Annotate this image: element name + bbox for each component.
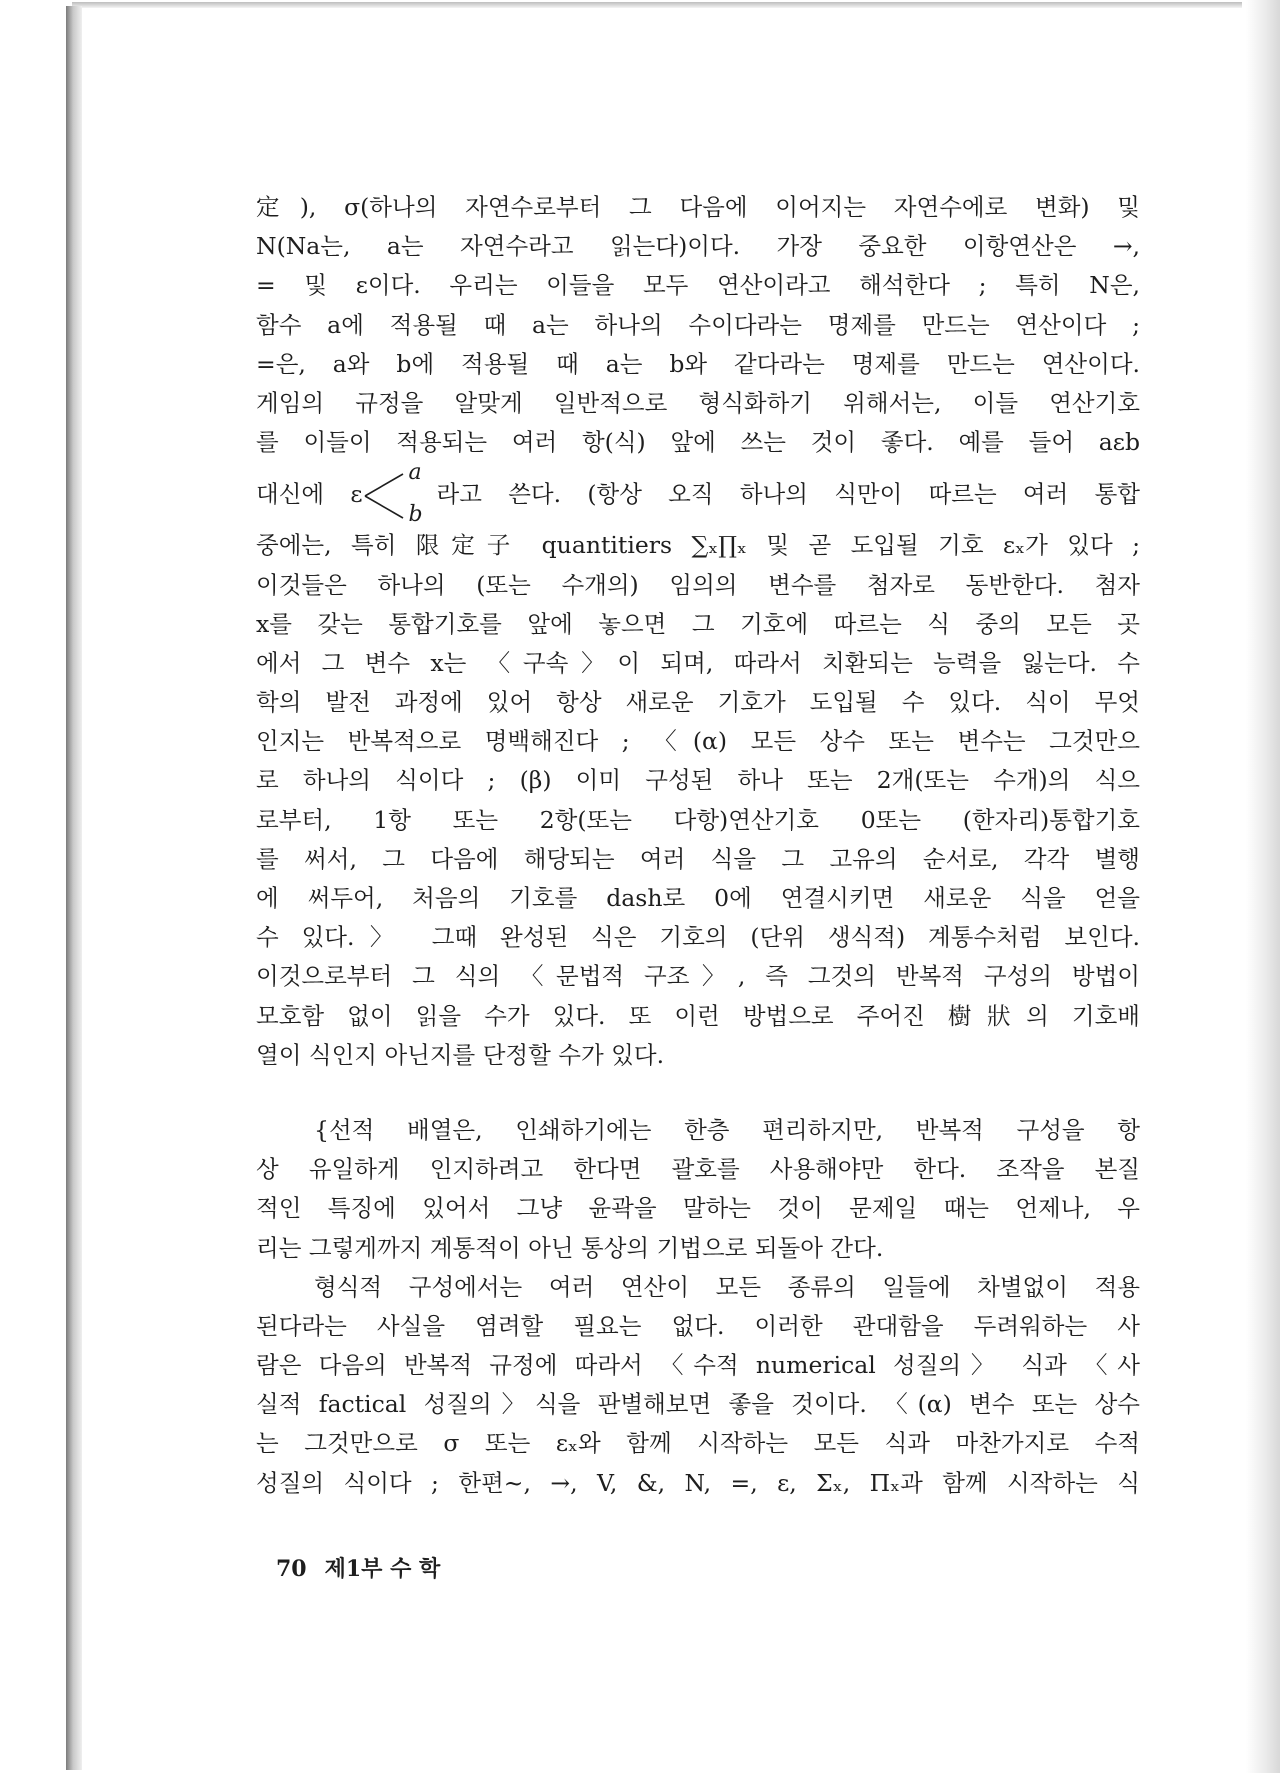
text-line: 에서 그 변수 x는 〈구속〉이 되며, 따라서 치환되는 능력을 잃는다. 수 — [256, 648, 1140, 677]
text-line: 열이 식인지 아닌지를 단정할 수가 있다. — [256, 1040, 665, 1069]
text-line: 로 하나의 식이다 ; (β) 이미 구성된 하나 또는 2개(또는 수개)의 식으 — [256, 766, 1140, 795]
text-line: 적인 특징에 있어서 그냥 윤곽을 말하는 것이 문제일 때는 언제나, 우 — [256, 1194, 1140, 1223]
paragraph-gap — [256, 1075, 1140, 1111]
text-line: 람은 다음의 반복적 규정에 따라서 〈수적 numerical 성질의〉 식과 〈사 — [256, 1351, 1140, 1380]
fork-branch-lines — [363, 476, 407, 516]
page-edge-left — [66, 6, 82, 1770]
text-line: 는 그것만으로 σ 또는 εₓ와 함께 시작하는 모든 식과 마찬가지로 수적 — [256, 1429, 1140, 1458]
text-line: 이것들은 하나의 (또는 수개의) 임의의 변수를 첨자로 동반한다. 첨자 — [256, 570, 1140, 599]
text-line: 에 써두어, 처음의 기호를 dash로 0에 연결시키면 새로운 식을 얻을 — [256, 884, 1140, 912]
text-line: 定), σ(하나의 자연수로부터 그 다음에 이어지는 자연수에로 변화) 및 — [256, 193, 1140, 221]
text-line: 된다라는 사실을 염려할 필요는 없다. 이러한 관대함을 두려워하는 사 — [256, 1311, 1140, 1340]
text-line: 함수 a에 적용될 때 a는 하나의 수이다라는 명제를 만드는 연산이다 ; — [256, 310, 1140, 339]
text-line: 실적 factical 성질의〉식을 판별해보면 좋을 것이다. 〈(α) 변수 또는 상수 — [256, 1390, 1140, 1419]
page-number: 70 — [276, 1556, 307, 1582]
text-line: 모호함 없이 읽을 수가 있다. 또 이런 방법으로 주어진 樹狀의 기호배 — [256, 1001, 1140, 1030]
page-body-text — [256, 188, 1140, 1503]
text-line: 중에는, 특히 限定子 quantitiers ∑ₓ∏ₓ 및 곧 도입될 기호 εₓ가 있다 ; — [256, 531, 1140, 560]
text-line: 를 이들이 적용되는 여러 항(식) 앞에 쓰는 것이 좋다. 예를 들어 aεb — [256, 428, 1140, 457]
text-line: 를 써서, 그 다음에 해당되는 여러 식을 그 고유의 순서로, 각각 별행 — [256, 844, 1140, 873]
fork-top-operand: a — [408, 462, 422, 485]
text-line: 학의 발전 과정에 있어 항상 새로운 기호가 도입될 수 있다. 식이 무엇 — [256, 688, 1140, 717]
text-line: 리는 그렇게까지 계통적이 아닌 통상의 기법으로 되돌아 간다. — [256, 1233, 884, 1262]
fork-notation-line — [256, 462, 1140, 526]
text-line: 형식적 구성에서는 여러 연산이 모든 종류의 일들에 차별없이 적용 — [314, 1272, 1140, 1301]
section-title: 제1부 수 학 — [324, 1556, 441, 1582]
fork-bottom-operand: b — [408, 501, 423, 527]
page-edge-right — [1246, 0, 1280, 1773]
text-line: x를 갖는 통합기호를 앞에 놓으면 그 기호에 따르는 식 중의 모든 곳 — [256, 609, 1140, 638]
text-line: =은, a와 b에 적용될 때 a는 b와 같다라는 명제를 만드는 연산이다. — [256, 349, 1140, 378]
epsilon-fork-notation — [363, 462, 437, 527]
text-line: 인지는 반복적으로 명백해진다 ; 〈(α) 모든 상수 또는 변수는 그것만으 — [256, 727, 1140, 756]
page-footer — [276, 1552, 440, 1583]
text-line: 성질의 식이다 ; 한편~, →, V, &, N, =, ε, Σₓ, Πₓ과 함께 시작하는 식 — [256, 1468, 1140, 1497]
text-line: 수 있다.〉 그때 완성된 식은 기호의 (단위 생식적) 계통수처럼 보인다. — [256, 923, 1140, 952]
fork-before-text: 대신에 ε — [256, 480, 363, 509]
text-line: 이것으로부터 그 식의 〈문법적 구조〉, 즉 그것의 반복적 구성의 방법이 — [256, 962, 1140, 991]
fork-after-text: 라고 쓴다. (항상 오직 하나의 식만이 따르는 여러 통합 — [436, 480, 1140, 509]
text-line: N(Na는, a는 자연수라고 읽는다)이다. 가장 중요한 이항연산은 →, — [256, 232, 1140, 261]
text-line: 상 유일하게 인지하려고 한다면 괄호를 사용해야만 한다. 조작을 본질 — [256, 1155, 1140, 1184]
text-line: 게임의 규정을 알맞게 일반적으로 형식화하기 위해서는, 이들 연산기호 — [256, 388, 1140, 417]
text-line: 로부터, 1항 또는 2항(또는 다항)연산기호 0또는 (한자리)통합기호 — [256, 805, 1140, 834]
text-line: = 및 ε이다. 우리는 이들을 모두 연산이라고 해석한다 ; 특히 N은, — [256, 271, 1140, 300]
text-line: {선적 배열은, 인쇄하기에는 한층 편리하지만, 반복적 구성을 항 — [314, 1115, 1140, 1144]
